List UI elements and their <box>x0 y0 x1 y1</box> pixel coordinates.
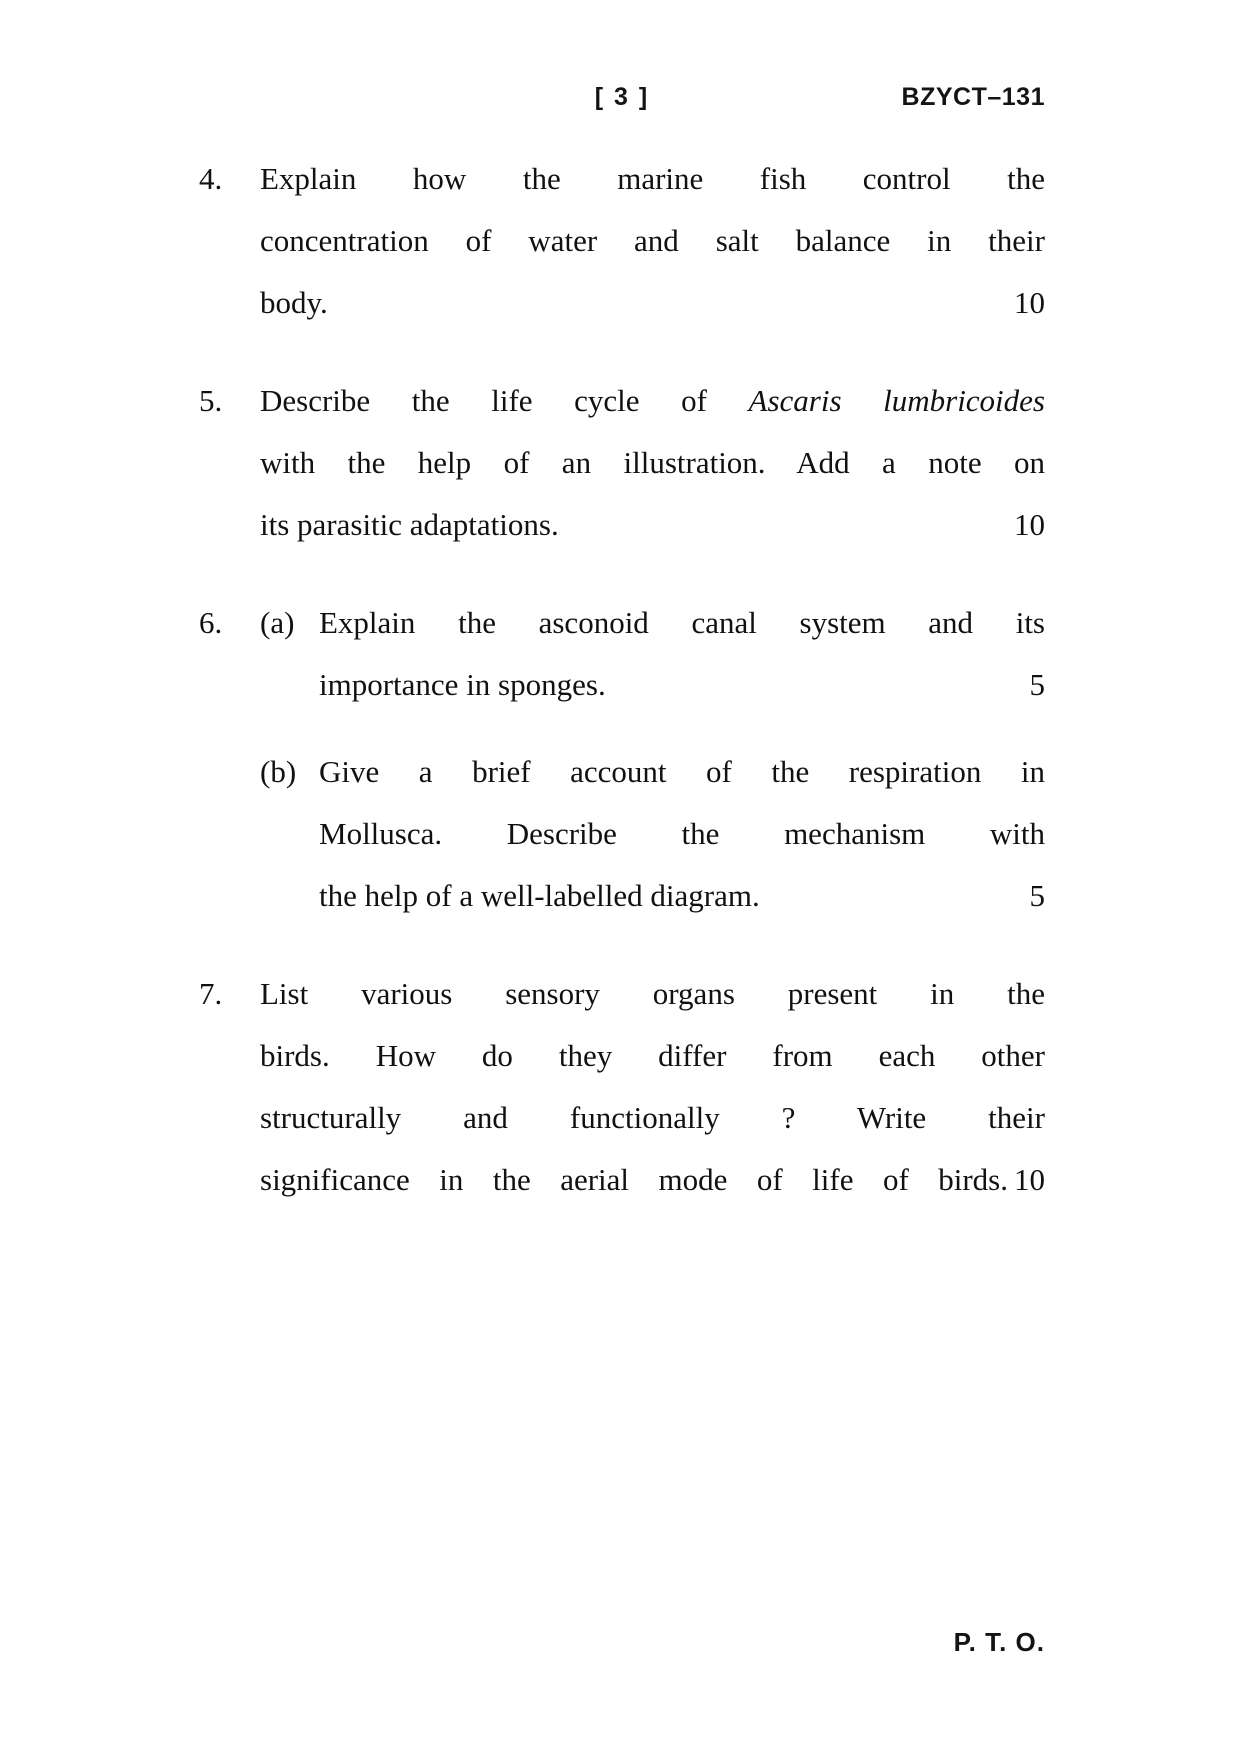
question-text-line: structurally and functionally ? Write their <box>260 1100 1045 1135</box>
question-text-line: Describe the life cycle of Ascaris lumbricoides <box>260 383 1045 418</box>
question-6b-label: (b) <box>260 754 297 789</box>
question-6b-marks: 5 <box>1029 878 1045 913</box>
page-number: [ 3 ] <box>594 83 650 111</box>
question-text-line: the help of a well-labelled diagram. <box>319 878 760 913</box>
question-text-line: Explain the asconoid canal system and its <box>319 605 1045 640</box>
question-text-line: body. <box>260 285 328 320</box>
question-7-text <box>260 963 1045 1211</box>
question-6-number: 6. <box>199 605 223 640</box>
question-4-text <box>260 148 1045 334</box>
page-footer <box>199 1627 1045 1657</box>
question-7-number: 7. <box>199 976 223 1011</box>
question-text-line: significance in the aerial mode of life of birds. <box>260 1162 1008 1197</box>
question-text-line: importance in sponges. <box>319 667 606 702</box>
question-text-line: Mollusca. Describe the mechanism with <box>319 816 1045 851</box>
question-text-line: with the help of an illustration. Add a note on <box>260 445 1045 480</box>
question-6a-marks: 5 <box>1029 667 1045 702</box>
question-text-line: Give a brief account of the respiration in <box>319 754 1045 789</box>
pto-label: P. T. O. <box>953 1627 1045 1657</box>
questions-list <box>199 148 1045 1211</box>
question-6-body <box>260 592 1045 927</box>
question-5-marks: 10 <box>1014 507 1045 542</box>
question-6a-text <box>319 592 1045 716</box>
question-4-number: 4. <box>199 161 223 196</box>
question-text-line: Explain how the marine fish control the <box>260 161 1045 196</box>
question-text-line: birds. How do they differ from each other <box>260 1038 1045 1073</box>
question-4-marks: 10 <box>1014 285 1045 320</box>
question-7 <box>199 963 1045 1211</box>
page-header <box>199 82 1045 112</box>
question-7-marks: 10 <box>1014 1162 1045 1197</box>
question-5-text <box>260 370 1045 556</box>
question-4 <box>199 148 1045 334</box>
paper-code: BZYCT–131 <box>901 83 1045 111</box>
question-text-line: concentration of water and salt balance in their <box>260 223 1045 258</box>
question-6b-text <box>319 741 1045 927</box>
question-text-line: List various sensory organs present in the <box>260 976 1045 1011</box>
question-6a-label: (a) <box>260 605 295 640</box>
question-6b <box>260 741 1045 927</box>
question-6 <box>199 592 1045 927</box>
question-text-line: its parasitic adaptations. <box>260 507 559 542</box>
question-5 <box>199 370 1045 556</box>
question-5-number: 5. <box>199 383 223 418</box>
question-6a <box>260 592 1045 716</box>
